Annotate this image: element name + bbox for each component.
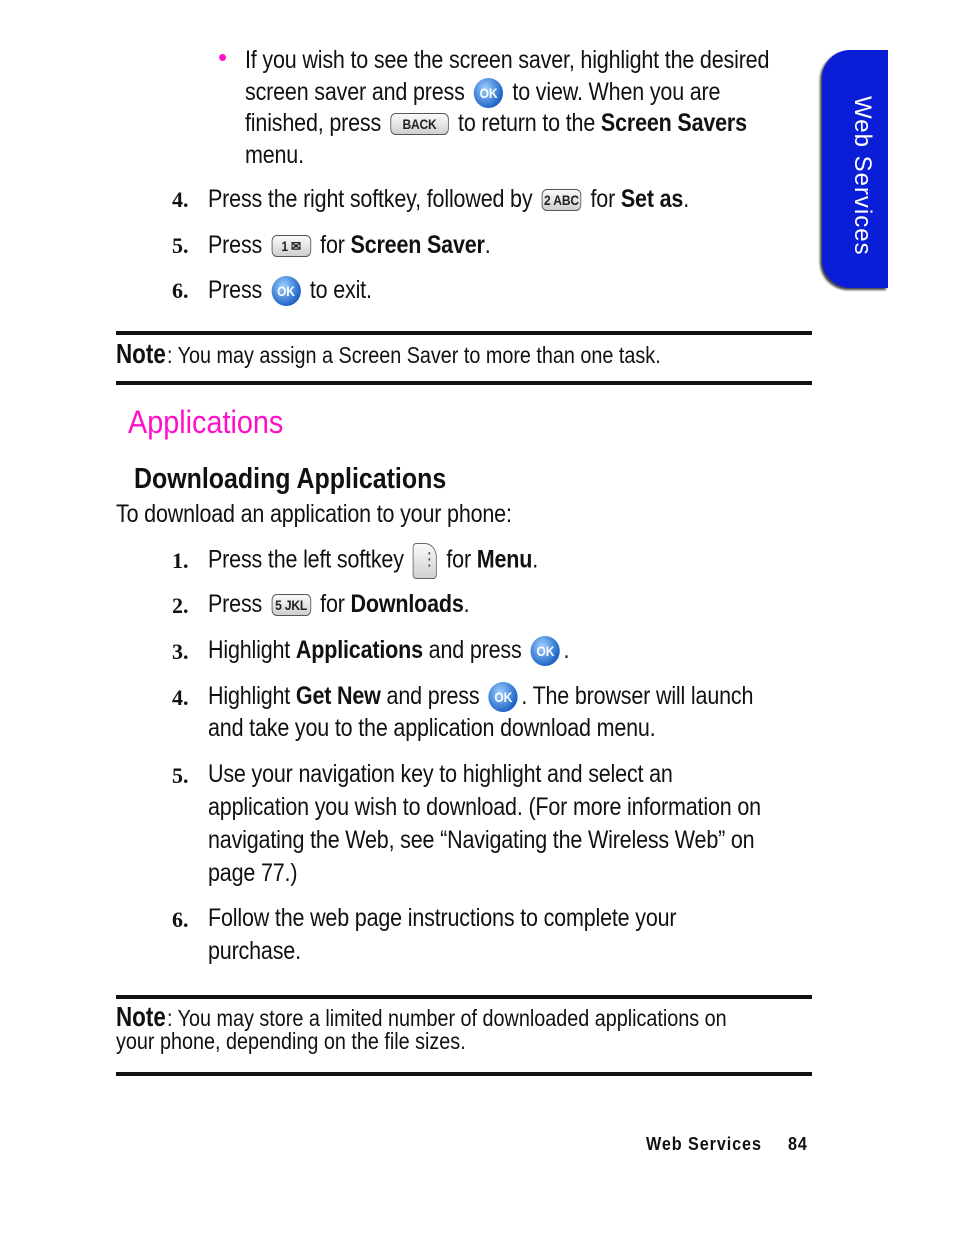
step-text: Follow the web page instructions to complete your [208,904,677,932]
step-number: 1. [172,548,189,573]
step-text [208,229,491,261]
bullet-line-3 [245,107,747,139]
step-text: and take you to the application download menu. [208,714,656,742]
key-1-icon: 1 ✉ [271,235,311,257]
step-text-part: for [320,231,345,259]
note-text: your phone, depending on the file sizes. [116,1028,466,1054]
step-bold: Applications [295,636,423,664]
bullet-text: to return to the [458,109,596,137]
bullet-marker: • [218,42,228,72]
step-number: 6. [172,278,189,303]
bullet-line-1: If you wish to see the screen saver, highlight the desired [245,46,770,74]
step-text-part: for [446,545,471,574]
ok-key-icon: OK [489,682,518,712]
bullet-text: screen saver and press [245,78,465,106]
step-text-part: for [320,590,345,618]
step-bold: Menu [476,545,533,574]
footer-section: Web Services [646,1134,762,1154]
step-text [208,543,538,579]
note-label: Note [116,338,166,369]
note-text: : You may store a limited number of downloaded applications on [167,1005,727,1031]
ok-key-icon: OK [474,78,503,108]
ok-key-icon: OK [531,636,560,666]
step-text [208,588,469,620]
back-key-icon: BACK [390,113,448,135]
section-tab-label: Web Services [849,96,876,256]
step-number: 4. [172,187,189,212]
section-heading: Applications [128,404,284,440]
step-number: 2. [172,593,189,618]
key-2-icon: 2 ABC [542,189,582,211]
key-5-icon: 5 JKL [271,594,311,616]
note-1 [116,338,741,370]
step-text-part: Press the right softkey, followed by [208,185,533,213]
step-text: page 77.) [208,859,298,887]
page-number: 84 [788,1134,808,1154]
step-text-part: . [683,185,689,213]
step-text-part: to exit. [309,276,372,304]
step-bold: Set as [620,185,684,213]
step-text-part: and press [428,636,522,664]
step-text [208,274,372,306]
step-text [208,183,689,215]
step-number: 3. [172,639,189,664]
step-text-part: Press [208,231,263,259]
step-text-part: Highlight [208,636,291,664]
step-text: application you wish to download. (For more information on [208,793,761,821]
step-text-part: Press [208,590,263,618]
step-text [208,680,753,712]
step-text-part: . [563,636,570,664]
note-rule-top [116,995,812,999]
step-text-part: . The browser will launch [521,682,754,710]
left-softkey-icon [413,543,437,579]
bullet-bold: Screen Savers [600,109,747,137]
note-rule-bottom [116,1072,812,1076]
step-text-part: and press [386,682,480,710]
bullet-text: finished, press [245,109,382,137]
step-bold: Get New [295,682,381,710]
step-text-part: . [463,590,470,618]
subsection-heading: Downloading Applications [134,463,447,495]
step-text: navigating the Web, see “Navigating the Wireless Web” on [208,826,755,854]
step-text-part: for [590,185,616,213]
step-bold: Downloads [350,590,464,618]
step-text [208,634,569,666]
step-bold: Screen Saver [350,231,485,259]
step-number: 6. [172,907,189,932]
step-text-part: Press [208,276,263,304]
bullet-line-2 [245,76,720,108]
step-number: 4. [172,685,189,710]
note-rule-top [116,331,812,335]
step-text: Use your navigation key to highlight and select an [208,760,673,788]
note-label: Note [116,1001,166,1032]
step-text-part: Press the left softkey [208,545,404,574]
step-text-part: Highlight [208,682,291,710]
bullet-line-4: menu. [245,141,304,169]
step-text: purchase. [208,937,301,965]
bullet-text: to view. When you are [512,78,721,106]
note-rule-bottom [116,381,812,385]
step-number: 5. [172,763,189,788]
step-number: 5. [172,233,189,258]
intro-text: To download an application to your phone: [116,500,512,528]
note-text: : You may assign a Screen Saver to more than one task. [167,342,661,368]
ok-key-icon: OK [271,276,300,306]
step-text-part: . [484,231,491,259]
step-text-part: . [532,545,538,574]
